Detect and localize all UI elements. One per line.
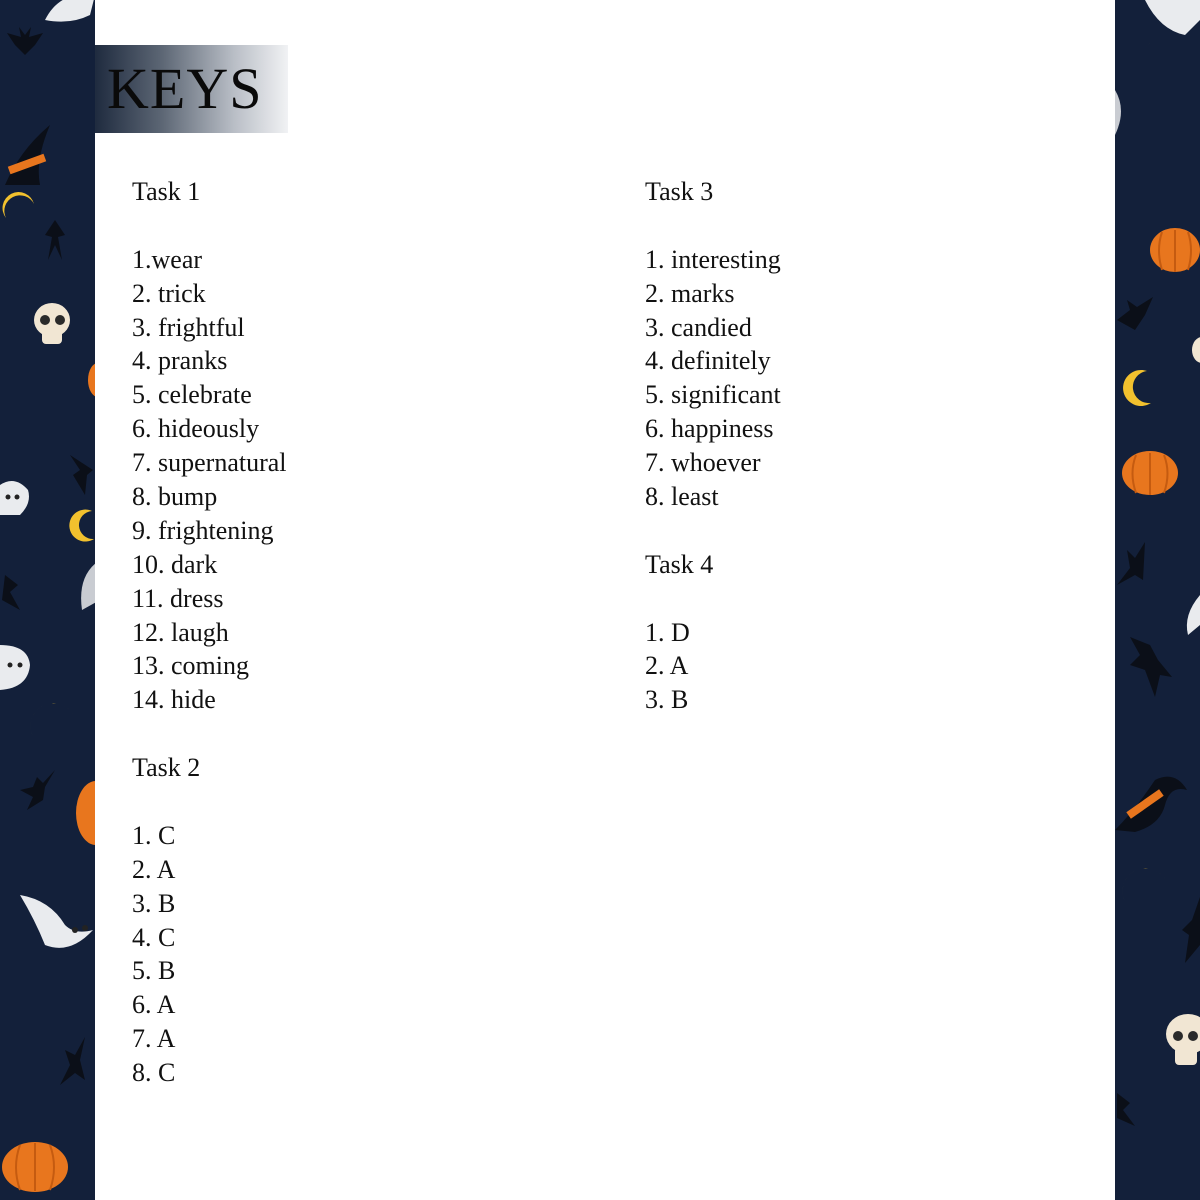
- list-item: 3. candied: [645, 312, 752, 342]
- list-item: 1. C: [132, 820, 176, 850]
- list-item: 3. B: [645, 685, 689, 715]
- bat-icon: [1177, 895, 1200, 965]
- list-item: 6. happiness: [645, 414, 774, 444]
- pumpkin-icon: [72, 775, 95, 850]
- task1-heading: Task 1: [132, 177, 201, 206]
- task4-heading: Task 4: [645, 549, 714, 579]
- left-halloween-border: [0, 0, 95, 1200]
- right-halloween-border: [1115, 0, 1200, 1200]
- list-item: 12. laugh: [132, 617, 229, 647]
- moon-icon: [1117, 365, 1157, 410]
- list-item: 5. significant: [645, 380, 781, 410]
- pumpkin-icon: [0, 1135, 70, 1195]
- list-item: 4. C: [132, 922, 176, 952]
- moon-icon: [1120, 865, 1170, 910]
- bat-icon: [15, 765, 60, 815]
- right-column: [645, 175, 781, 717]
- answer-key-sheet: [95, 0, 1115, 1200]
- list-item: 11. dress: [132, 583, 224, 613]
- bat-icon: [40, 215, 70, 265]
- bat-icon: [1120, 635, 1175, 700]
- list-item: 7. A: [132, 1024, 176, 1054]
- ghost-icon: [72, 555, 95, 615]
- ghost-icon: [0, 475, 35, 520]
- list-item: 3. frightful: [132, 312, 245, 342]
- bat-icon: [65, 450, 95, 500]
- pumpkin-icon: [1120, 445, 1180, 497]
- page-title: KEYS: [107, 56, 263, 121]
- list-item: 1. interesting: [645, 244, 781, 274]
- list-item: 8. least: [645, 482, 719, 512]
- list-item: 10. dark: [132, 549, 218, 579]
- left-column: [132, 175, 287, 1090]
- list-item: 2. A: [132, 854, 176, 884]
- task2-heading: Task 2: [132, 753, 201, 783]
- ghost-icon: [0, 640, 32, 695]
- list-item: 5. celebrate: [132, 380, 252, 410]
- pumpkin-icon: [82, 360, 95, 400]
- bat-icon: [55, 1035, 90, 1090]
- list-item: 13. coming: [132, 651, 249, 681]
- list-item: 3. B: [132, 888, 176, 918]
- keys-banner: [95, 45, 288, 133]
- bat-icon: [1115, 540, 1150, 590]
- list-item: 14. hide: [132, 685, 216, 715]
- moon-icon: [0, 190, 40, 230]
- list-item: 8. C: [132, 1058, 176, 1088]
- ghost-icon: [40, 0, 95, 30]
- list-item: 5. B: [132, 956, 176, 986]
- witch-hat-icon: [0, 120, 55, 190]
- list-item: 2. A: [645, 651, 689, 681]
- bat-icon: [0, 570, 25, 615]
- bat-icon: [1115, 1088, 1140, 1128]
- list-item: 7. whoever: [645, 448, 761, 478]
- witch-hat-icon: [1115, 770, 1190, 835]
- list-item: 6. A: [132, 990, 176, 1020]
- bat-icon: [1115, 295, 1155, 335]
- list-item: 6. hideously: [132, 414, 260, 444]
- list-item: 4. definitely: [645, 346, 771, 376]
- moon-icon: [1118, 15, 1158, 55]
- list-item: 2. marks: [645, 278, 735, 308]
- moon-icon: [62, 505, 95, 545]
- list-item: 4. pranks: [132, 346, 228, 376]
- list-item: 1. D: [645, 617, 690, 647]
- moon-icon: [28, 700, 78, 745]
- bat-icon: [5, 25, 45, 60]
- skull-icon: [30, 300, 75, 350]
- list-item: 2. trick: [132, 278, 206, 308]
- list-item: 8. bump: [132, 482, 218, 512]
- list-item: 7. supernatural: [132, 448, 287, 478]
- ghost-icon: [1183, 595, 1200, 640]
- list-item: 1.wear: [132, 244, 203, 274]
- list-item: 9. frightening: [132, 515, 274, 545]
- ghost-icon: [1115, 90, 1130, 135]
- ghost-icon: [15, 890, 95, 955]
- skull-icon: [1190, 335, 1200, 365]
- skull-icon: [1160, 1012, 1200, 1072]
- pumpkin-icon: [1148, 222, 1200, 274]
- task3-heading: Task 3: [645, 177, 714, 206]
